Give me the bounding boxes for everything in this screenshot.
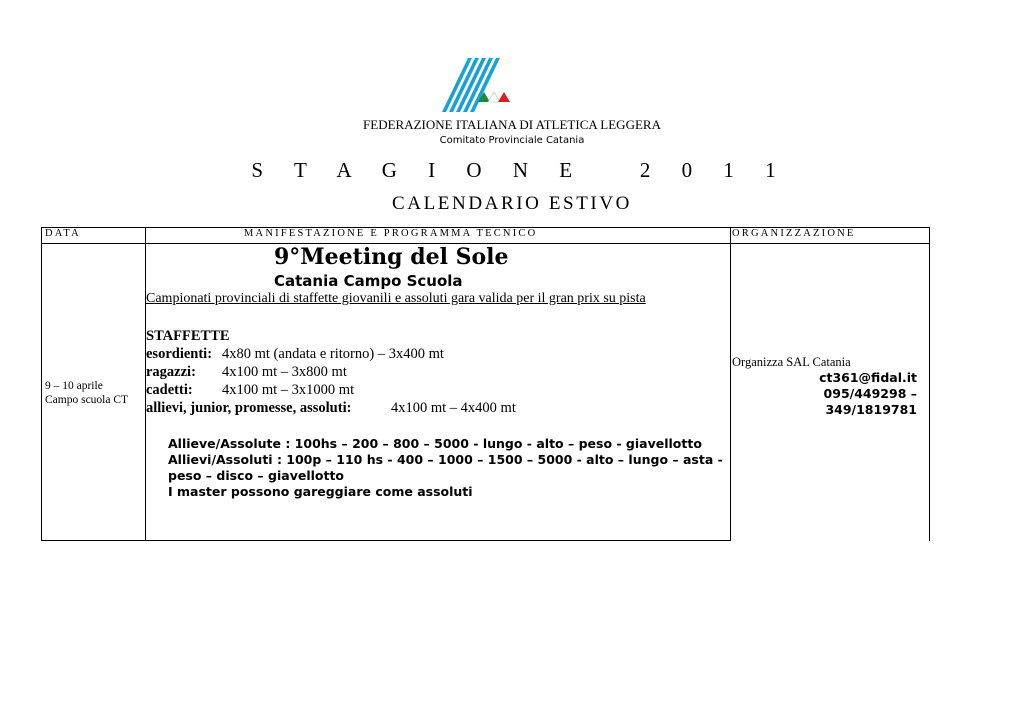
column-header-date: DATA <box>45 228 81 239</box>
relay-events: 4x100 mt – 3x800 mt <box>222 364 347 380</box>
relay-events: 4x100 mt – 3x1000 mt <box>222 382 355 398</box>
event-description: Campionati provinciali di staffette giovanili e assoluti gara valida per il gran prix su pista <box>146 291 646 306</box>
event-venue: Catania Campo Scuola <box>274 272 463 290</box>
relay-events: 4x80 mt (andata e ritorno) – 3x400 mt <box>222 346 444 362</box>
relay-category: allievi, junior, promesse, assoluti: <box>146 400 352 416</box>
season-title: S T A G I O N E 2 0 1 1 <box>251 158 789 182</box>
federation-name: FEDERAZIONE ITALIANA DI ATLETICA LEGGERA <box>363 117 661 132</box>
relay-category: cadetti: <box>146 382 193 398</box>
program-line: Allievi/Assoluti : 100p – 110 hs - 400 – 1000 – 1500 – 5000 - alto – lungo – asta - <box>168 452 723 467</box>
program-line: Allieve/Assolute : 100hs – 200 – 800 – 5000 - lungo - alto – peso - giavellotto <box>168 436 702 451</box>
program-line: I master possono gareggiare come assoluti <box>168 484 473 499</box>
committee-name: Comitato Provinciale Catania <box>439 135 585 146</box>
date-cell <box>45 379 128 407</box>
column-divider-2 <box>730 227 731 541</box>
contact-email: ct361@fidal.it <box>819 370 917 385</box>
relay-category: ragazzi: <box>146 364 196 380</box>
contact-phone: 095/449298 – <box>823 386 917 401</box>
relay-category: esordienti: <box>146 346 213 362</box>
calendar-title: CALENDARIO ESTIVO <box>392 193 632 214</box>
table-border-left <box>41 227 42 541</box>
event-date: 9 – 10 aprile <box>45 380 103 392</box>
table-border-right <box>929 227 930 541</box>
contact-phone: 349/1819781 <box>825 402 917 417</box>
relays-heading: STAFFETTE <box>146 328 230 344</box>
event-title: 9°Meeting del Sole <box>274 244 509 270</box>
column-header-organization: ORGANIZZAZIONE <box>732 228 856 239</box>
program-line: peso – disco – giavellotto <box>168 468 345 483</box>
organizer: Organizza SAL Catania <box>732 355 851 369</box>
column-header-event: MANIFESTAZIONE E PROGRAMMA TECNICO <box>244 228 538 239</box>
event-place: Campo scuola CT <box>45 394 129 406</box>
relay-events: 4x100 mt – 4x400 mt <box>391 400 516 416</box>
fidal-logo-icon <box>438 56 514 114</box>
